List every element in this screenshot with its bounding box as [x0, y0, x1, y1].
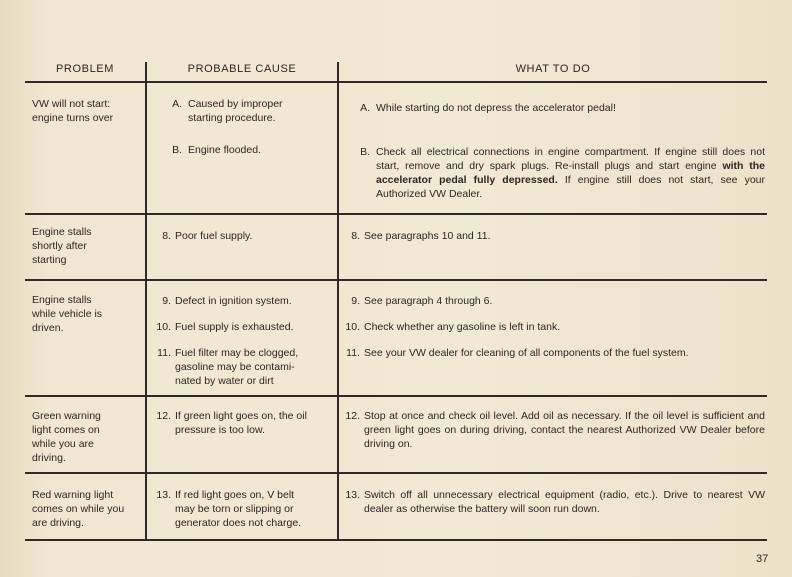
item-number: 9.: [351, 295, 360, 307]
item-number: 11.: [157, 347, 171, 359]
item-number: 8.: [351, 230, 360, 242]
header-probable-cause: PROBABLE CAUSE: [187, 63, 297, 75]
item-number: 13.: [156, 489, 171, 501]
cause-item: [155, 320, 330, 336]
item-number: B.: [172, 144, 182, 156]
cause-item: [155, 409, 330, 439]
item-text: While starting do not depress the accelerator pedal!: [376, 102, 616, 114]
item-number: 9.: [162, 295, 171, 307]
action-item: [345, 320, 765, 336]
item-text: Fuel supply is exhausted.: [175, 321, 294, 333]
row-divider: [25, 279, 767, 281]
action-item: [345, 294, 765, 310]
header-rule: [25, 81, 767, 83]
action-item: [350, 229, 765, 245]
row-divider: [25, 539, 767, 541]
item-number: 12.: [345, 410, 360, 422]
problem-cell: VW will not start: engine turns over: [32, 98, 114, 124]
item-text: Stop at once and check oil level. Add oil as necessary. If the oil level is sufficient and green light goes on during driving, contact the nearest Authorized VW Dealer before driving on.: [364, 410, 765, 450]
action-item: [345, 409, 765, 453]
item-number: 12.: [156, 410, 171, 422]
item-text: Poor fuel supply.: [175, 230, 253, 242]
item-number: B.: [360, 146, 370, 158]
column-divider: [145, 62, 147, 539]
item-number: 13.: [345, 489, 360, 501]
item-text: Switch off all unnecessary electrical equipment (radio, etc.). Drive to nearest VW dealer as otherwise the battery will soon run down.: [364, 489, 765, 515]
item-text: [376, 145, 765, 201]
problem-cell: Engine stalls while vehicle is driven.: [32, 294, 103, 334]
action-text-part: If engine still does not start, see your Authorized VW Dealer.: [376, 174, 765, 200]
action-item: [350, 145, 765, 201]
action-item: [350, 101, 765, 117]
item-number: 10.: [156, 321, 171, 333]
item-text: If green light goes on, the oil pressure is too low.: [175, 410, 307, 436]
cause-item: [160, 97, 330, 127]
cause-item: [160, 143, 330, 159]
cause-item: [155, 488, 330, 532]
row-divider: [25, 395, 767, 397]
row-divider: [25, 213, 767, 215]
item-text: See paragraph 4 through 6.: [364, 295, 493, 307]
item-text: Engine flooded.: [188, 144, 261, 156]
cause-item: [155, 294, 330, 310]
item-number: A.: [360, 102, 370, 114]
item-text: Defect in ignition system.: [175, 295, 292, 307]
cause-item: [160, 229, 330, 245]
action-item: [345, 488, 765, 518]
cause-item: [155, 346, 330, 390]
item-number: 11.: [346, 347, 360, 359]
item-text: Fuel filter may be clogged, gasoline may be contami-nated by water or dirt: [175, 347, 299, 387]
problem-cell: Green warning light comes on while you are driving.: [32, 410, 101, 464]
action-text-part: Check all electrical connections in engine compartment. If engine still does not start, remove and dry spark plugs. Re-install plugs and start engine: [376, 146, 765, 172]
item-text: If red light goes on, V belt may be torn or slipping or generator does not charge.: [175, 489, 302, 529]
problem-cell: Red warning light comes on while you are driving.: [32, 489, 125, 529]
item-number: 10.: [345, 321, 360, 333]
column-divider: [337, 62, 339, 539]
header-problem: PROBLEM: [56, 63, 114, 75]
item-text: Check whether any gasoline is left in tank.: [364, 321, 561, 333]
row-divider: [25, 472, 767, 474]
page-number: 37: [756, 553, 769, 565]
action-text-emphasis: with the accelerator pedal fully depressed.: [376, 160, 765, 186]
action-item: [345, 346, 765, 362]
header-what-to-do: WHAT TO DO: [515, 63, 591, 75]
item-text: See your VW dealer for cleaning of all components of the fuel system.: [364, 347, 689, 359]
problem-cell: Engine stalls shortly after starting: [32, 226, 92, 266]
item-number: 8.: [162, 230, 171, 242]
item-text: See paragraphs 10 and 11.: [364, 230, 491, 242]
item-text: Caused by improper starting procedure.: [188, 98, 283, 124]
item-number: A.: [172, 98, 182, 110]
